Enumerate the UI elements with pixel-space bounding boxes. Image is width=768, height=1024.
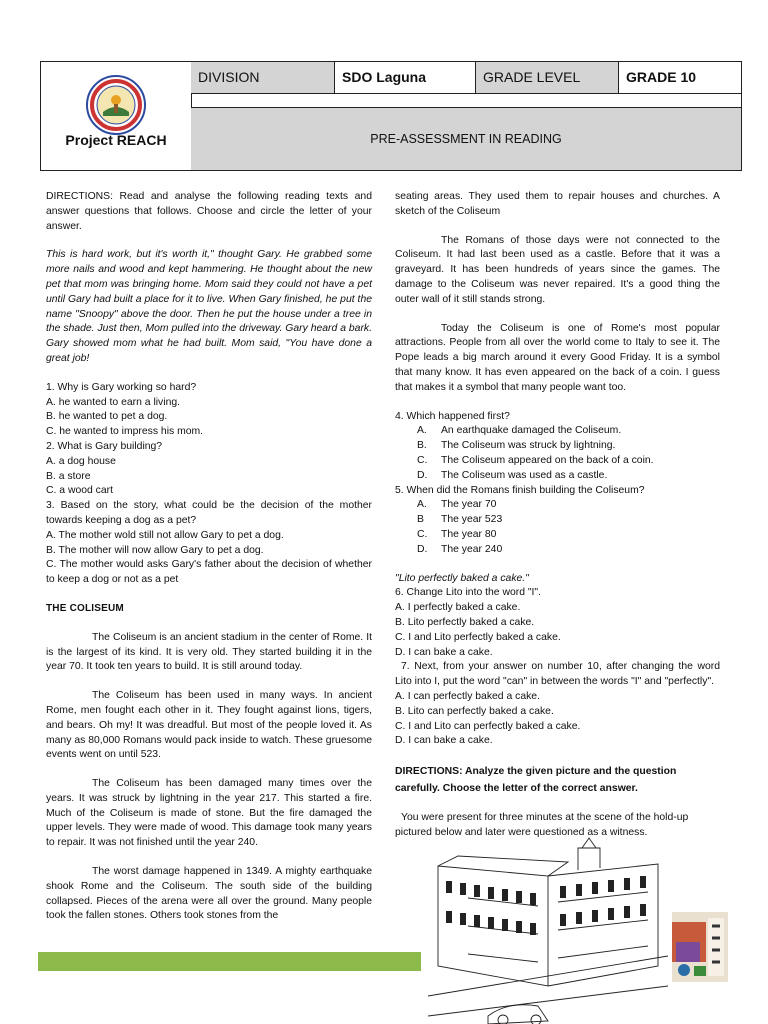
division-seal-icon	[85, 74, 147, 136]
assessment-title: PRE-ASSESSMENT IN READING	[191, 108, 741, 170]
coliseum-paragraph: The Coliseum has been damaged many times over the years. It was struck by lightning in the year 217. This started a fire. Much of the Coliseum is made of stone. But the fire damaged the upper levels. They were made of wood. This damage took many years to repair. It was not finished until the year 240.	[46, 778, 372, 849]
option: A. The mother wold still not allow Gary to pet a dog.	[46, 529, 284, 541]
footer-green-bar	[38, 952, 421, 971]
question-3: 3. Based on the story, what could be the decision of the mother towards keeping a dog as a pet?	[46, 500, 372, 526]
option: D. The Coliseum was used as a castle.	[417, 469, 608, 481]
option: C. The year 80	[417, 528, 497, 540]
option: A. I can perfectly baked a cake.	[395, 690, 540, 702]
question-5: 5. When did the Romans finish building the Coliseum?	[395, 484, 645, 496]
option: D. I can bake a cake.	[395, 735, 493, 747]
option: A. An earthquake damaged the Coliseum.	[417, 425, 622, 437]
coliseum-title: THE COLISEUM	[46, 602, 124, 614]
project-label: Project REACH	[65, 132, 167, 148]
question-4: 4. Which happened first?	[395, 410, 510, 422]
directions-text: DIRECTIONS: Read and analyse the following reading texts and answer questions that follows. Choose and circle the letter of your answer.	[46, 191, 372, 232]
header-row	[191, 62, 741, 94]
grade-level-label: GRADE LEVEL	[476, 62, 619, 93]
coliseum-paragraph-cont: seating areas. They used them to repair houses and churches. A sketch of the Coliseum	[395, 191, 720, 217]
question-2: 2. What is Gary building?	[46, 440, 163, 452]
question-7: 7. Next, from your answer on number 10, after changing the word Lito into I, put the word "can" in between the words "I" and "perfectly".	[395, 661, 720, 688]
option: C. I and Lito perfectly baked a cake.	[395, 631, 561, 643]
project-reach-logo-icon	[672, 912, 728, 982]
option: B. Lito can perfectly baked a cake.	[395, 705, 554, 717]
coliseum-paragraph: Today the Coliseum is one of Rome's most popular attractions. People from all over the world come to Italy to see it. The Pope leads a big march around it every Good Friday. It is a symbol that many know. It has even appeared on the back of a coin. I guess that makes it a symbol that many people want too.	[395, 322, 720, 393]
option: A. a dog house	[46, 455, 116, 467]
option: C. I and Lito can perfectly baked a cake.	[395, 720, 581, 732]
option: B. a store	[46, 470, 91, 482]
logo-cell	[41, 62, 192, 169]
coliseum-paragraph: The Coliseum has been used in many ways. In ancient Rome, men fought each other in it. They fought against lions, tigers, and bears. Oh my! It was dreadful. But most of the people loved it. As many as 80,000 Romans would pack inside to watch. These gruesome events went on until 523.	[46, 690, 372, 761]
option: C. The mother would asks Gary's father about the decision of whether to keep a dog or not as a pet	[46, 559, 372, 586]
division-label: DIVISION	[191, 62, 335, 93]
witness-prompt: You were present for three minutes at the scene of the hold-up pictured below and later were questioned as a witness.	[395, 812, 689, 838]
coliseum-paragraph: The Romans of those days were not connected to the Coliseum. It had last been used as a castle. Before that it was a graveyard. It has been hundreds of years since the games. The damage to the Coliseum was never repaired. It's a good thing the outer wall of it still stands strong.	[395, 234, 720, 305]
left-column	[46, 190, 372, 924]
option: C. he wanted to impress his mom.	[46, 426, 204, 438]
question-6: 6. Change Lito into the word "I".	[395, 587, 542, 599]
header-table	[40, 61, 742, 171]
grade-level-value: GRADE 10	[626, 69, 697, 85]
option: D. I can bake a cake.	[395, 646, 493, 658]
option: A. I perfectly baked a cake.	[395, 602, 521, 614]
option: D. The year 240	[417, 543, 503, 555]
coliseum-paragraph: The Coliseum is an ancient stadium in the center of Rome. It is the largest of its kind. It is very old. They started building it in the year 70. It took ten years to build. It is still around today.	[46, 631, 372, 673]
option: B. Lito perfectly baked a cake.	[395, 616, 535, 628]
right-column	[395, 190, 720, 841]
option: B. he wanted to pet a dog.	[46, 411, 168, 423]
header-spacer-row	[191, 93, 741, 108]
option: A. The year 70	[417, 499, 497, 511]
gary-story: This is hard work, but it's worth it," thought Gary. He grabbed some more nails and wood and kept hammering. He thought about the new pet that mom was bringing home. Mom said they could not have a pet until Gary had built a place for it to live. When Gary finished, he put the name "Snoopy" above the door. Then he put the house under a tree in the shade. Just then, Mom pulled into the driveway. Gary heard a bark. Gary showed mom what he had built. Mom said, "You have done a great job!	[46, 249, 372, 364]
option: B The year 523	[417, 514, 503, 526]
coliseum-paragraph: The worst damage happened in 1349. A mighty earthquake shook Rome and the Coliseum. The south side of the building collapsed. Pieces of the arena were all over the ground. Many people took the fallen stones. Others took stones from the	[46, 866, 372, 922]
option: B. The Coliseum was struck by lightning.	[417, 440, 616, 452]
option: C. The Coliseum appeared on the back of a coin.	[417, 454, 654, 466]
division-value: SDO Laguna	[335, 62, 476, 93]
option: C. a wood cart	[46, 485, 113, 497]
question-1: 1. Why is Gary working so hard?	[46, 381, 197, 393]
option: B. The mother will now allow Gary to pet a dog.	[46, 544, 264, 556]
sentence-quote: "Lito perfectly baked a cake."	[395, 572, 529, 584]
directions-picture: DIRECTIONS: Analyze the given picture and the question carefully. Choose the letter of the correct answer.	[395, 766, 677, 795]
holdup-scene-sketch	[428, 836, 668, 1024]
option: A. he wanted to earn a living.	[46, 396, 181, 408]
